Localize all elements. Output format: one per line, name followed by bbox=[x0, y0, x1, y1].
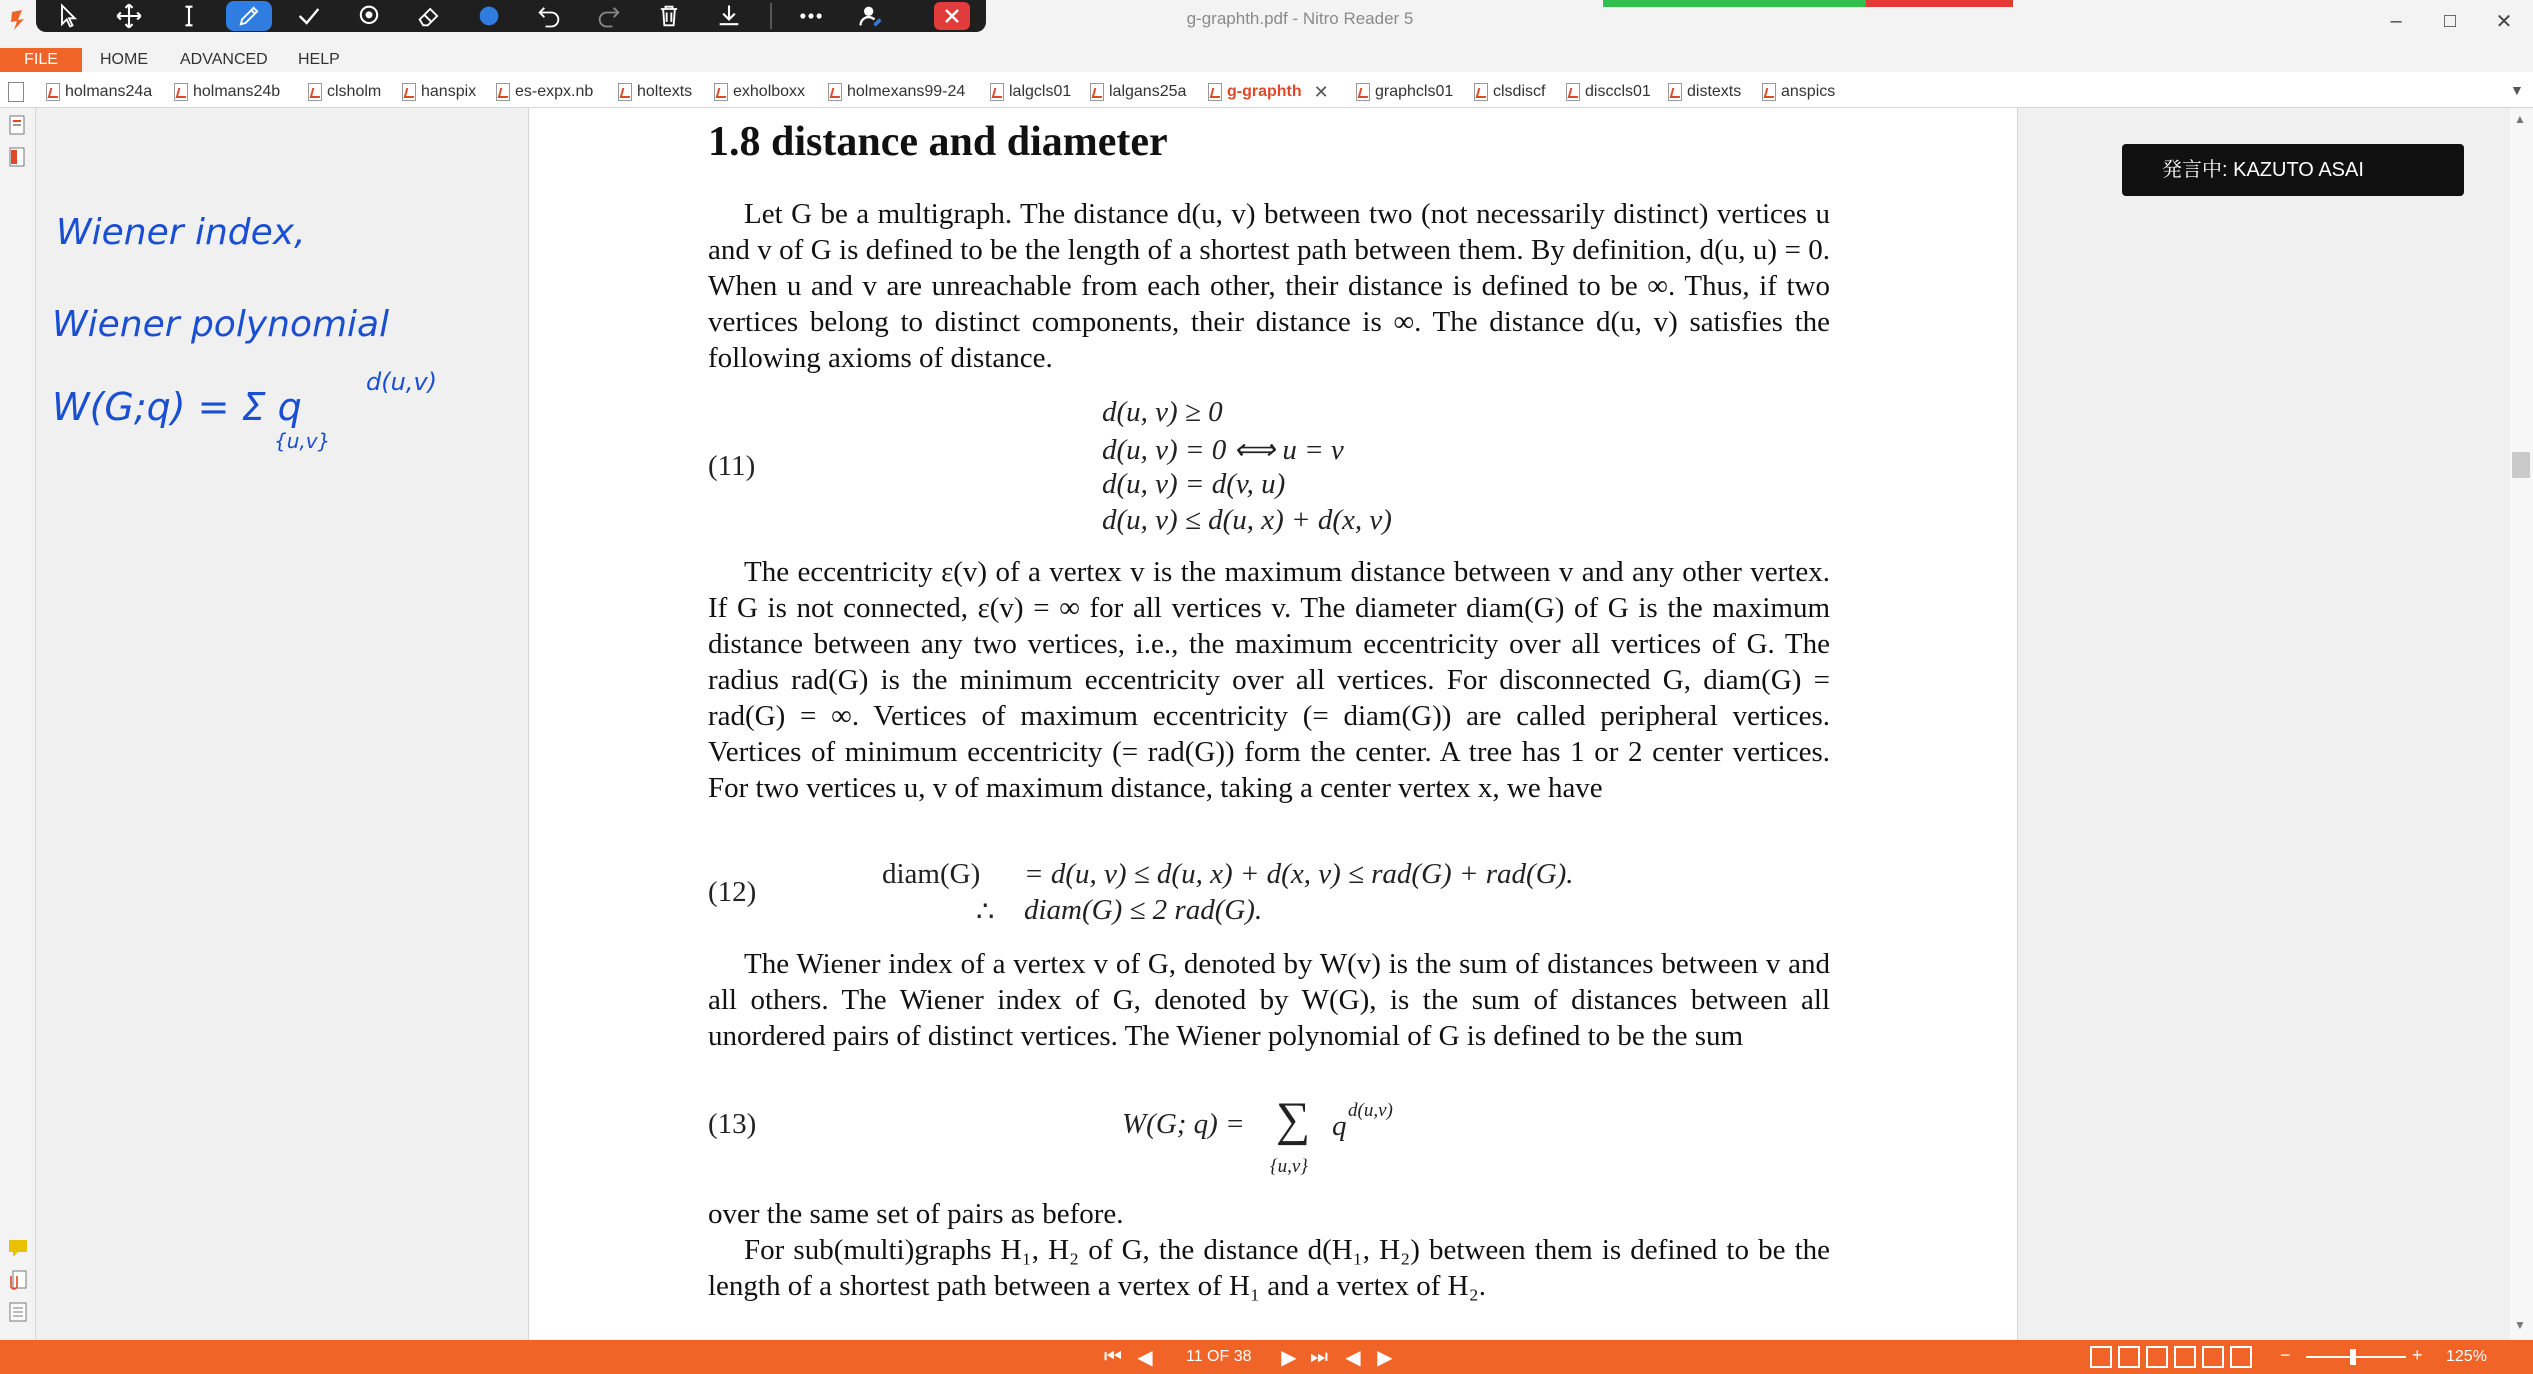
tab-anspics[interactable] bbox=[1762, 80, 1835, 104]
equation-12-line-2-rhs: diam(G) ≤ 2 rad(G). bbox=[1024, 894, 1263, 926]
paragraph-continuation bbox=[708, 1196, 1830, 1304]
zoom-out-button[interactable]: − bbox=[2280, 1345, 2291, 1365]
trash-icon[interactable] bbox=[646, 1, 692, 31]
zoom-in-button[interactable]: + bbox=[2412, 1345, 2423, 1365]
tab-es-expx[interactable] bbox=[496, 80, 593, 104]
zoom-level[interactable]: 125% bbox=[2446, 1348, 2487, 1365]
pen-icon[interactable] bbox=[226, 1, 272, 31]
tab-label: hanspix bbox=[421, 83, 477, 100]
pages-panel-icon[interactable] bbox=[7, 114, 29, 138]
single-page-view-icon[interactable] bbox=[2090, 1346, 2112, 1368]
pdf-file-icon bbox=[714, 83, 728, 101]
equation-number-13: (13) bbox=[708, 1108, 757, 1140]
scrollbar-thumb[interactable] bbox=[2512, 452, 2530, 478]
checkmark-icon[interactable] bbox=[286, 1, 332, 31]
nitro-logo-icon bbox=[8, 8, 28, 32]
tab-lalgcls01[interactable] bbox=[990, 80, 1071, 104]
tab-label: exholboxx bbox=[733, 83, 806, 100]
tab-distexts[interactable] bbox=[1668, 80, 1741, 104]
left-panel-strip bbox=[0, 108, 36, 1340]
paragraph-distance-definition bbox=[708, 196, 1830, 376]
facing-view-icon[interactable] bbox=[2146, 1346, 2168, 1368]
first-page-icon[interactable]: ⏮ bbox=[1104, 1345, 1122, 1368]
equation-11-line-3: d(u, v) = d(v, u) bbox=[1102, 468, 1286, 500]
full-screen-icon[interactable] bbox=[2230, 1346, 2252, 1368]
pdf-file-icon bbox=[990, 83, 1004, 101]
tab-label: clsdiscf bbox=[1493, 83, 1546, 100]
equation-11-line-1: d(u, v) ≥ 0 bbox=[1102, 396, 1223, 428]
ink-superscript: d(u,v) bbox=[366, 368, 438, 396]
pdf-file-icon bbox=[828, 83, 842, 101]
tab-clsholm[interactable] bbox=[308, 80, 381, 104]
speaker-badge: 発言中: KAZUTO ASAI bbox=[2122, 144, 2464, 196]
comments-panel-icon[interactable] bbox=[7, 1236, 29, 1260]
pdf-file-icon bbox=[1668, 83, 1682, 101]
minimize-button[interactable]: – bbox=[2390, 9, 2402, 32]
tab-label: holmans24b bbox=[193, 83, 281, 100]
equation-number-12: (12) bbox=[708, 876, 757, 908]
scroll-down-arrow-icon[interactable]: ▼ bbox=[2514, 1318, 2526, 1332]
tab-label: clsholm bbox=[327, 83, 382, 100]
tab-holmans24b[interactable] bbox=[174, 80, 280, 104]
equation-13-sigma: ∑ bbox=[1276, 1093, 1311, 1146]
pdf-file-icon bbox=[1474, 83, 1488, 101]
toolbar-divider bbox=[770, 3, 772, 29]
page-indicator[interactable]: 11 OF 38 bbox=[1186, 1348, 1252, 1365]
next-page-icon[interactable]: ▶ bbox=[1281, 1346, 1297, 1369]
zoom-slider[interactable] bbox=[2306, 1356, 2406, 1358]
go-forward-icon[interactable]: ▶ bbox=[1377, 1346, 1393, 1369]
equation-11-line-2: d(u, v) = 0 ⟺ u = v bbox=[1102, 434, 1344, 466]
pdf-file-icon bbox=[402, 83, 416, 101]
color-picker-icon[interactable] bbox=[466, 1, 512, 31]
tab-disccls01[interactable] bbox=[1566, 80, 1651, 104]
menu-advanced[interactable]: ADVANCED bbox=[180, 51, 268, 68]
paragraph-text: Let G be a multigraph. The distance d(u, v) between two (not necessarily distinct) vertices u and v of G is defined to be the length of a shortest path between them. By definition, d(u, u) = 0. When u and v are unreachable from each other, their distance is defined to be ∞. Thus, if two vertices belong to distinct components, their distance is ∞. The distance d(u, v) satisfies the following axioms of distance. bbox=[708, 198, 1830, 374]
ink-toolbar bbox=[36, 0, 986, 32]
tab-lalgans25a[interactable] bbox=[1090, 80, 1186, 104]
close-toolbar-button[interactable] bbox=[934, 2, 970, 30]
tab-label: holmexans99-24 bbox=[847, 83, 966, 100]
go-back-icon[interactable]: ◀ bbox=[1345, 1346, 1361, 1369]
tab-label: graphcls01 bbox=[1375, 83, 1454, 100]
tab-label: lalgans25a bbox=[1109, 83, 1187, 100]
download-icon[interactable] bbox=[706, 1, 752, 31]
lasso-icon[interactable] bbox=[346, 1, 392, 31]
right-gutter bbox=[2017, 108, 2510, 1340]
menu-file[interactable]: FILE bbox=[0, 48, 82, 72]
menu-bar bbox=[0, 46, 2533, 72]
equation-number-11: (11) bbox=[708, 450, 756, 482]
equation-13-q: q bbox=[1332, 1110, 1347, 1142]
window-title: g-graphth.pdf - Nitro Reader 5 bbox=[1186, 9, 1414, 28]
tab-clsdiscf[interactable] bbox=[1474, 80, 1545, 104]
ink-subscript: {u,v} bbox=[274, 429, 331, 453]
pdf-file-icon bbox=[46, 83, 60, 101]
ink-line-3: W(G;q) = Σ q bbox=[52, 385, 302, 429]
fit-width-icon[interactable] bbox=[2202, 1346, 2224, 1368]
pdf-file-icon bbox=[174, 83, 188, 101]
meeting-status-bar-red bbox=[1866, 0, 2013, 7]
paragraph-text: For sub(multi)graphs H₁, H₂ of G, the distance d(H₁, H₂) between them is defined to be the length of a shortest path between a vertex of H₁ and a vertex of H₂. bbox=[708, 1234, 1830, 1302]
bookmarks-panel-icon[interactable] bbox=[7, 146, 29, 170]
page-view-icon[interactable] bbox=[8, 82, 24, 102]
tab-exholboxx[interactable] bbox=[714, 80, 805, 104]
tab-label: distexts bbox=[1687, 83, 1742, 100]
close-window-button[interactable]: ✕ bbox=[2495, 10, 2513, 33]
equation-12-line-2-lhs: ∴ bbox=[976, 896, 995, 928]
tab-label: g-graphth bbox=[1227, 83, 1302, 100]
select-arrow-icon[interactable] bbox=[46, 1, 92, 31]
previous-page-icon[interactable]: ◀ bbox=[1137, 1346, 1153, 1369]
title-bar bbox=[0, 0, 2533, 46]
tab-label: anspics bbox=[1781, 83, 1836, 100]
tab-label: disccls01 bbox=[1585, 83, 1651, 100]
facing-continuous-view-icon[interactable] bbox=[2174, 1346, 2196, 1368]
equation-13-subscript: {u,v} bbox=[1270, 1156, 1308, 1177]
paragraph-text: The eccentricity ε(v) of a vertex v is the maximum distance between v and any other vertex. If G is not connected, ε(v) = ∞ for all vertices v. The diameter diam(G) of G is the maximum distance between any two vertices, i.e., the maximum eccentricity over all vertices of G. The radius rad(G) is the minimum eccentricity over all vertices. For disconnected G, diam(G) = rad(G) = ∞. Vertices of maximum eccentricity (= diam(G)) are called peripheral vertices. Vertices of minimum eccentricity (= rad(G)) form the center. A tree has 1 or 2 center vertices. For two vertices u, v of maximum distance, taking a center vertex x, we have bbox=[708, 556, 1830, 804]
document-tab-bar bbox=[0, 72, 2533, 108]
pdf-file-icon bbox=[1208, 83, 1222, 101]
pdf-file-icon bbox=[618, 83, 632, 101]
pdf-file-icon bbox=[1090, 83, 1104, 101]
equation-12-line-1-lhs: diam(G) bbox=[882, 858, 981, 890]
tab-list-chevron-down-icon[interactable]: ▼ bbox=[2510, 82, 2524, 98]
meeting-status-bar-green bbox=[1603, 0, 1866, 7]
equation-11-line-4: d(u, v) ≤ d(u, x) + d(x, v) bbox=[1102, 504, 1392, 536]
maximize-button[interactable]: □ bbox=[2443, 9, 2457, 32]
attachments-panel-icon[interactable] bbox=[7, 1268, 29, 1292]
last-page-icon[interactable]: ⏭ bbox=[1310, 1345, 1328, 1368]
section-heading: 1.8 distance and diameter bbox=[708, 119, 1168, 165]
scroll-up-arrow-icon[interactable]: ▲ bbox=[2514, 112, 2526, 126]
tab-label: holtexts bbox=[637, 83, 693, 100]
user-pen-icon[interactable] bbox=[848, 1, 894, 31]
ink-line-1: Wiener index, bbox=[56, 212, 306, 253]
pdf-file-icon bbox=[1762, 83, 1776, 101]
paragraph-wiener-index bbox=[708, 946, 1830, 1054]
tab-holmexans99-24[interactable] bbox=[828, 80, 965, 104]
vertical-scrollbar[interactable] bbox=[2510, 108, 2533, 1340]
paragraph-text: over the same set of pairs as before. bbox=[708, 1198, 1124, 1230]
equation-13-lhs: W(G; q) = bbox=[1122, 1108, 1245, 1140]
tab-g-graphth[interactable] bbox=[1208, 80, 1329, 104]
paragraph-text: The Wiener index of a vertex v of G, denoted by W(v) is the sum of distances between v and all others. The Wiener index of G, denoted by W(G), is the sum of distances between all unordered pairs of distinct vertices. The Wiener polynomial of G is defined to be the sum bbox=[708, 948, 1830, 1052]
pdf-file-icon bbox=[1566, 83, 1580, 101]
tab-graphcls01[interactable] bbox=[1356, 80, 1453, 104]
continuous-view-icon[interactable] bbox=[2118, 1346, 2140, 1368]
tab-label: es-expx.nb bbox=[515, 83, 594, 100]
text-cursor-icon[interactable] bbox=[166, 1, 212, 31]
equation-13-exponent: d(u,v) bbox=[1348, 1100, 1393, 1121]
redo-icon[interactable] bbox=[586, 1, 632, 31]
undo-icon[interactable] bbox=[526, 1, 572, 31]
tab-hanspix[interactable] bbox=[402, 80, 476, 104]
pdf-file-icon bbox=[1356, 83, 1370, 101]
pdf-file-icon bbox=[308, 83, 322, 101]
tab-holtexts[interactable] bbox=[618, 80, 692, 104]
eraser-icon[interactable] bbox=[406, 1, 452, 31]
zoom-slider-thumb[interactable] bbox=[2350, 1349, 2356, 1365]
pan-move-icon[interactable] bbox=[106, 1, 152, 31]
close-tab-icon[interactable]: ✕ bbox=[1313, 82, 1329, 102]
ink-line-2: Wiener polynomial bbox=[52, 304, 390, 345]
tab-holmans24a[interactable] bbox=[46, 80, 152, 104]
ink-annotation[interactable] bbox=[36, 180, 496, 480]
menu-home[interactable]: HOME bbox=[100, 51, 148, 68]
close-icon bbox=[943, 7, 961, 25]
tab-label: lalgcls01 bbox=[1009, 83, 1072, 100]
equation-12-line-1-rhs: = d(u, v) ≤ d(u, x) + d(x, v) ≤ rad(G) + rad(G). bbox=[1024, 858, 1574, 890]
layers-panel-icon[interactable] bbox=[7, 1300, 29, 1324]
more-options-icon[interactable] bbox=[788, 1, 834, 31]
menu-help[interactable]: HELP bbox=[298, 51, 340, 68]
pdf-file-icon bbox=[496, 83, 510, 101]
paragraph-eccentricity bbox=[708, 554, 1830, 806]
tab-label: holmans24a bbox=[65, 83, 153, 100]
